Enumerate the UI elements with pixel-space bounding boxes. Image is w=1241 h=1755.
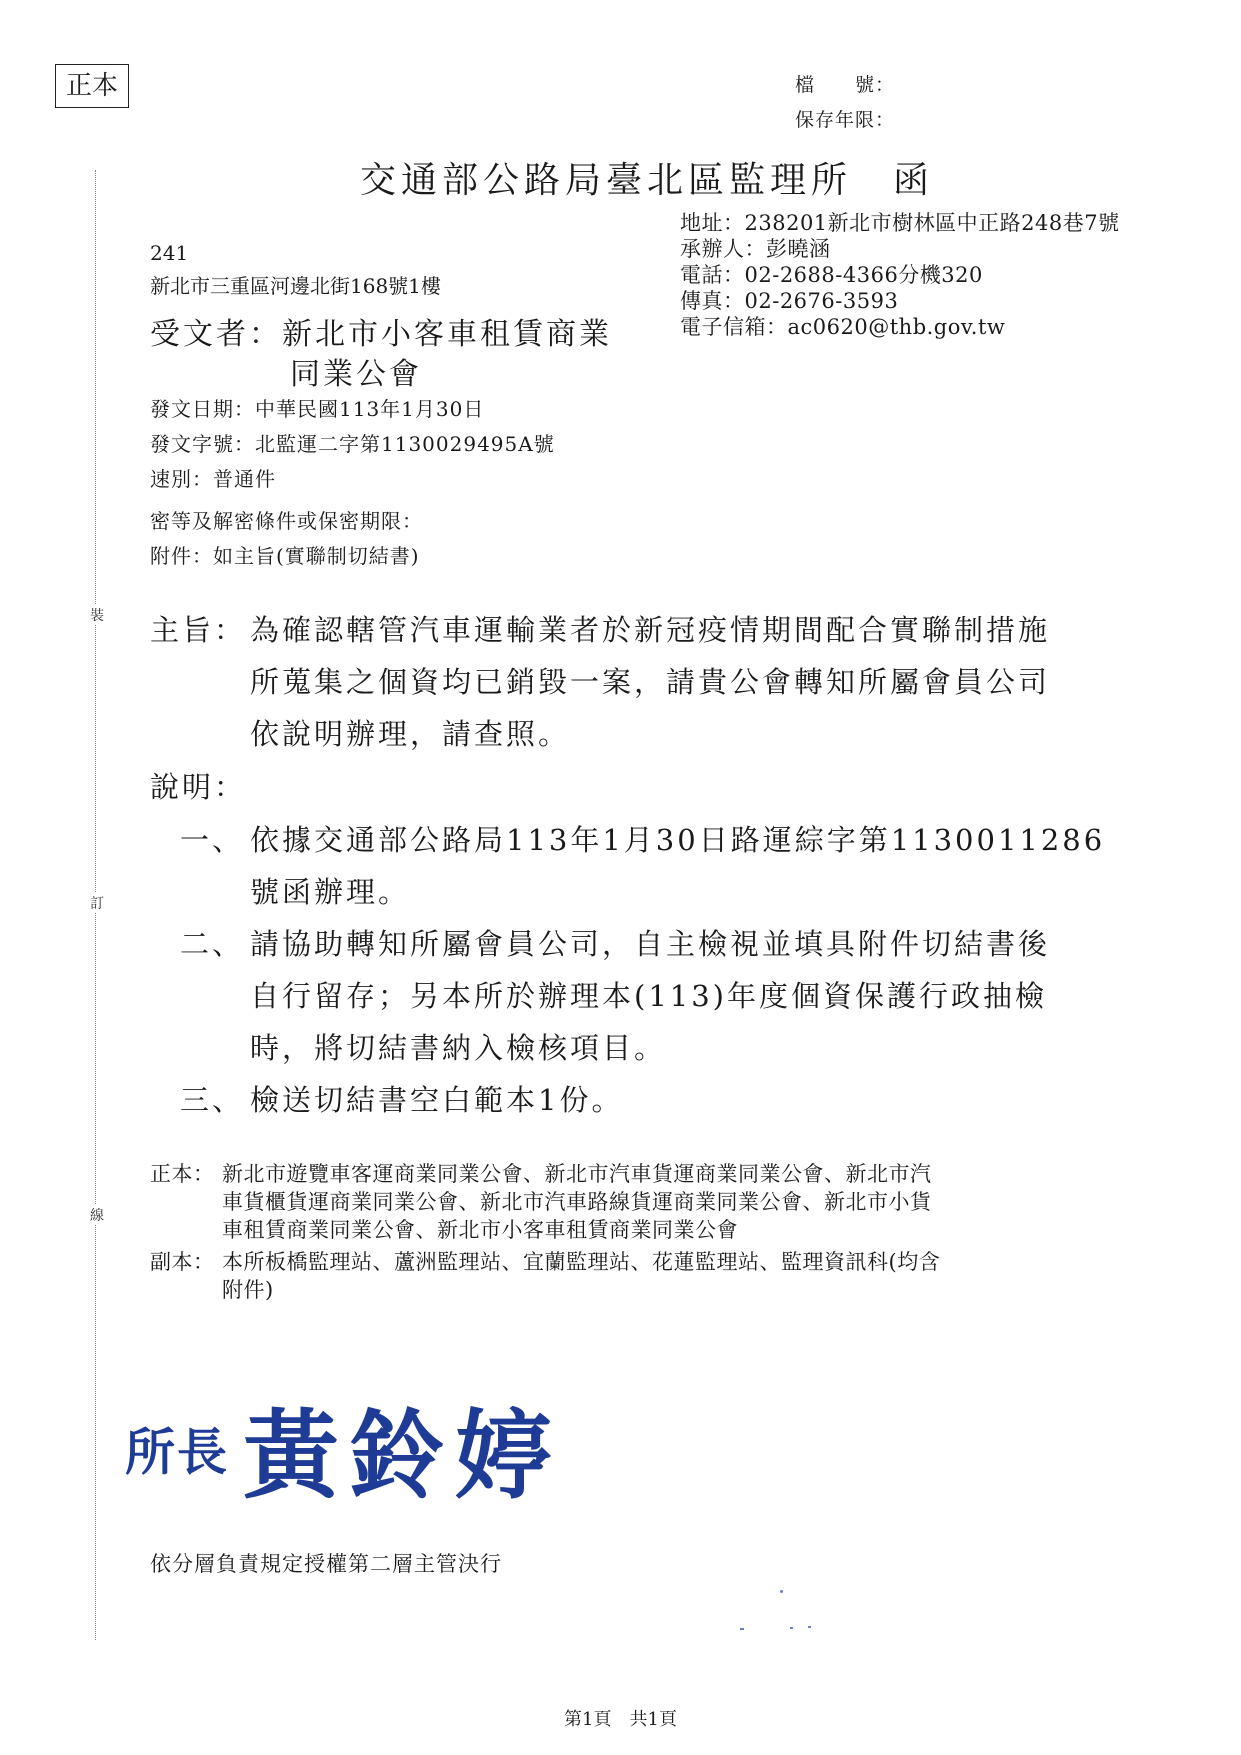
scan-speck — [790, 1627, 793, 1629]
copy-recipients-label: 副本： — [150, 1250, 215, 1274]
sender-email: 電子信箱：ac0620@thb.gov.tw — [680, 315, 1006, 339]
scan-speck — [740, 1628, 744, 1630]
document-title: 交通部公路局臺北區監理所 函 — [360, 160, 935, 201]
subject-label: 主旨： — [150, 613, 247, 647]
item-line: 請協助轉知所屬會員公司，自主檢視並填具附件切結書後 — [250, 927, 1051, 961]
scan-speck — [808, 1626, 811, 1628]
subject-line: 所蒐集之個資均已銷毀一案，請貴公會轉知所屬會員公司 — [250, 665, 1051, 699]
retention-period-label: 保存年限： — [795, 109, 896, 131]
recipient-address: 新北市三重區河邊北街168號1樓 — [150, 274, 441, 298]
primary-recipients-line: 車貨櫃貨運商業同業公會、新北市汽車路線貨運商業同業公會、新北市小貨 — [222, 1190, 932, 1214]
signature-title: 所長 — [125, 1423, 229, 1482]
copy-recipients-line: 本所板橋監理站、蘆洲監理站、宜蘭監理站、花蓮監理站、監理資訊科(均含 — [222, 1250, 941, 1274]
item-number: 一、 — [180, 823, 245, 857]
item-number: 二、 — [180, 927, 245, 961]
recipient-line-2: 同業公會 — [290, 357, 422, 392]
item-line: 時，將切結書納入檢核項目。 — [250, 1031, 667, 1065]
subject-line: 依說明辦理，請查照。 — [250, 717, 571, 751]
item-line: 自行留存；另本所於辦理本(113)年度個資保護行政抽檢 — [250, 979, 1047, 1013]
delegation-note: 依分層負責規定授權第二層主管決行 — [150, 1552, 502, 1576]
sender-address: 地址：238201新北市樹林區中正路248巷7號 — [680, 211, 1120, 235]
original-copy-mark: 正本 — [55, 64, 129, 108]
issue-date: 發文日期：中華民國113年1月30日 — [150, 397, 485, 421]
binding-mark-zhuang: 裝 — [90, 605, 104, 625]
sender-handler: 承辦人：彭曉涵 — [680, 237, 831, 261]
binding-mark-xian: 線 — [90, 1205, 104, 1225]
secrecy-field: 密等及解密條件或保密期限： — [150, 509, 423, 533]
binding-mark-ding: 訂 — [90, 893, 104, 913]
page-footer: 第1頁 共1頁 — [564, 1709, 677, 1730]
issue-number: 發文字號：北監運二字第1130029495A號 — [150, 432, 555, 456]
scan-speck — [780, 1590, 783, 1593]
primary-recipients-line: 車租賃商業同業公會、新北市小客車租賃商業同業公會 — [222, 1218, 738, 1242]
signature-name: 黃鈴婷 — [243, 1400, 561, 1512]
file-number-label: 檔 號： — [795, 74, 896, 96]
primary-recipients-label: 正本： — [150, 1162, 215, 1186]
sender-fax: 傳真：02-2676-3593 — [680, 289, 899, 313]
copy-recipients-line: 附件) — [222, 1278, 274, 1302]
item-line: 檢送切結書空白範本1份。 — [250, 1083, 624, 1117]
explanation-label: 說明： — [150, 770, 247, 804]
item-number: 三、 — [180, 1083, 245, 1117]
subject-line: 為確認轄管汽車運輸業者於新冠疫情期間配合實聯制措施 — [250, 613, 1051, 647]
sender-phone: 電話：02-2688-4366分機320 — [680, 263, 983, 287]
item-line: 號函辦理。 — [250, 875, 411, 909]
recipient-postal-code: 241 — [150, 241, 189, 265]
recipient-line-1: 受文者：新北市小客車租賃商業 — [150, 317, 612, 352]
item-line: 依據交通部公路局113年1月30日路運綜字第1130011286 — [250, 823, 1106, 857]
director-signature-stamp — [125, 1380, 561, 1517]
attachment-field: 附件：如主旨(實聯制切結書) — [150, 544, 420, 568]
speed-category: 速別：普通件 — [150, 467, 276, 491]
primary-recipients-line: 新北市遊覽車客運商業同業公會、新北市汽車貨運商業同業公會、新北市汽 — [222, 1162, 932, 1186]
